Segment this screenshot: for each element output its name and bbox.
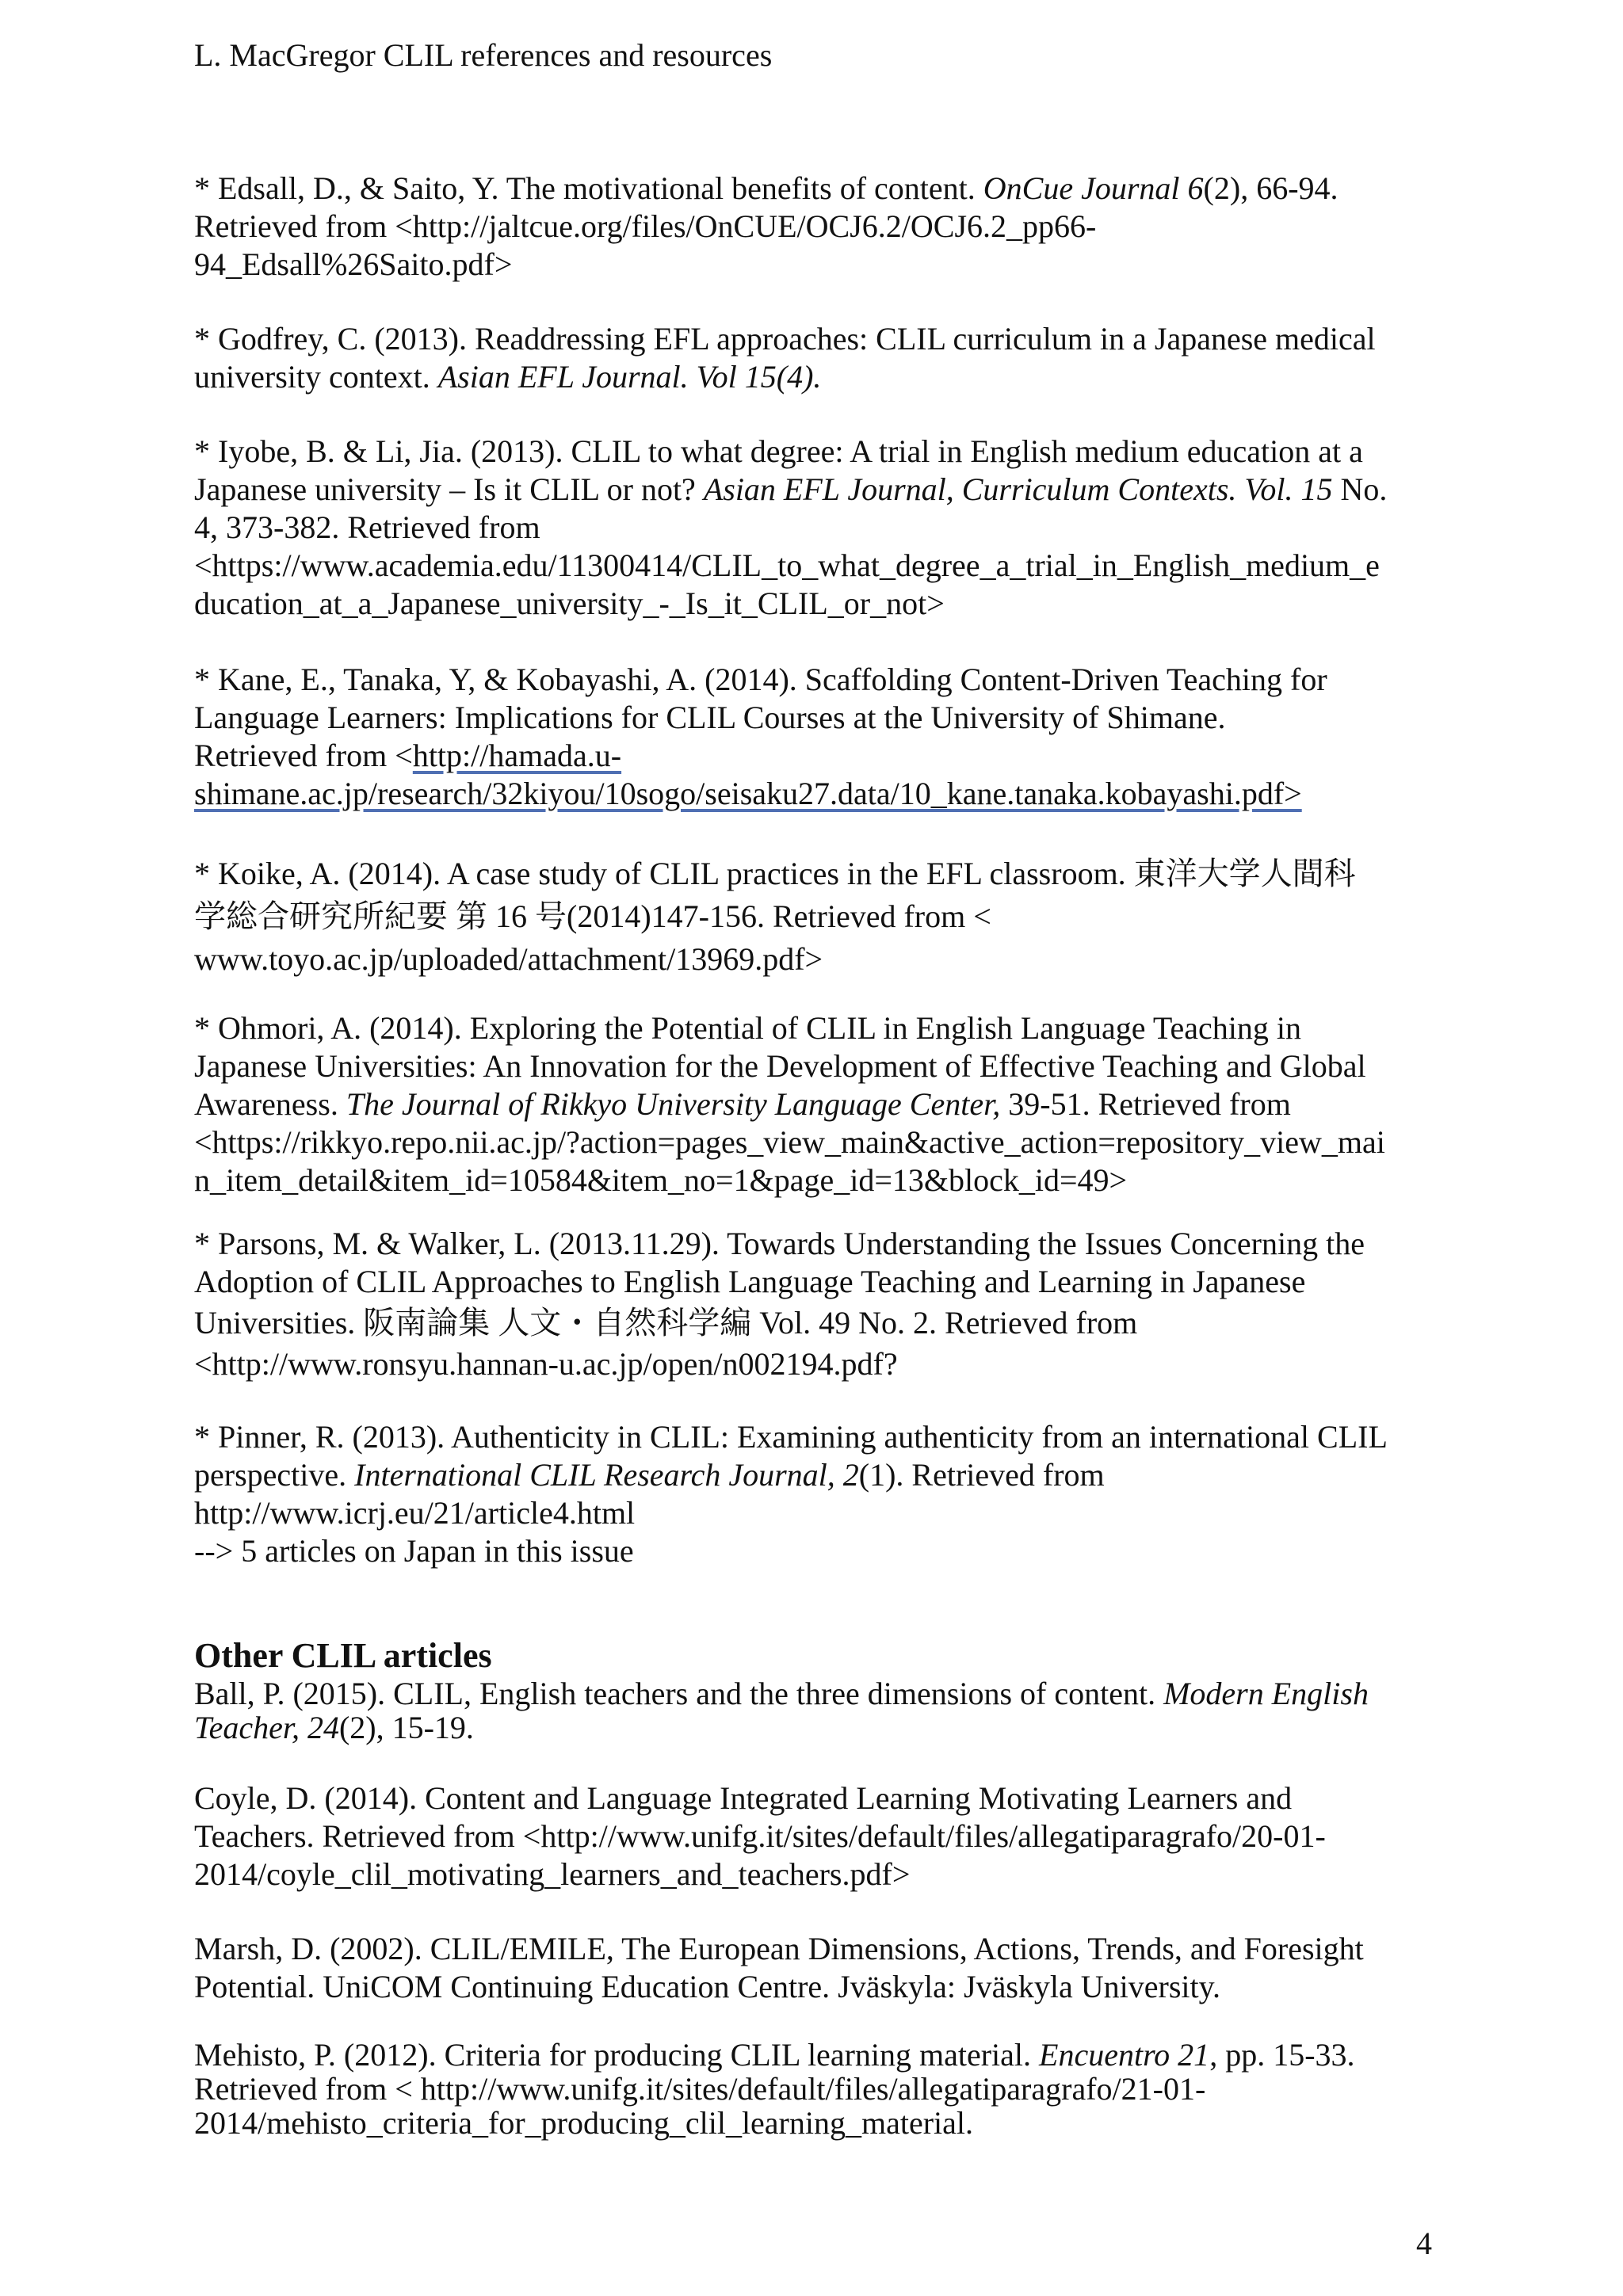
reference-parsons [194,1225,1462,1383]
reference-line: Retrieved from <http://hamada.u- [194,738,622,773]
reference-line: * Iyobe, B. & Li, Jia. (2013). CLIL to what degree: A trial in English medium education at a [194,433,1363,469]
reference-line: n_item_detail&item_id=10584&item_no=1&page_id=13&block_id=49> [194,1162,1128,1198]
reference-marsh [194,1930,1462,2006]
reference-ball [194,1676,1462,1745]
reference-line: 2014/mehisto_criteria_for_producing_clil_learning_material. [194,2105,974,2141]
reference-line: http://www.icrj.eu/21/article4.html [194,1495,636,1531]
reference-line: <http://www.ronsyu.hannan-u.ac.jp/open/n002194.pdf? [194,1346,898,1382]
reference-line: ducation_at_a_Japanese_university_-_Is_it_CLIL_or_not> [194,585,945,621]
reference-line: 4, 373-382. Retrieved from [194,509,540,545]
reference-mehisto [194,2038,1462,2140]
page-header: L. MacGregor CLIL references and resources [194,37,773,73]
reference-line: Japanese Universities: An Innovation for the Development of Effective Teaching and Global [194,1048,1366,1084]
reference-line: * Godfrey, C. (2013). Readdressing EFL approaches: CLIL curriculum in a Japanese medical [194,321,1376,357]
reference-line: Marsh, D. (2002). CLIL/EMILE, The European Dimensions, Actions, Trends, and Foresight [194,1931,1364,1966]
reference-line: <https://www.academia.edu/11300414/CLIL_to_what_degree_a_trial_in_English_medium_e [194,547,1380,583]
reference-line: 2014/coyle_clil_motivating_learners_and_teachers.pdf> [194,1856,911,1892]
reference-line: Japanese university – Is it CLIL or not? Asian EFL Journal, Curriculum Contexts. Vol. 15 No. [194,471,1388,507]
reference-line: --> 5 articles on Japan in this issue [194,1533,634,1569]
reference-line: * Kane, E., Tanaka, Y, & Kobayashi, A. (2014). Scaffolding Content-Driven Teaching for [194,662,1327,697]
reference-edsall [194,170,1462,284]
reference-iyobe [194,433,1462,623]
reference-line: Potential. UniCOM Continuing Education Centre. Jväskyla: Jväskyla University. [194,1969,1221,2004]
section-title-other-clil-articles: Other CLIL articles [194,1636,492,1675]
reference-line: * Pinner, R. (2013). Authenticity in CLIL: Examining authenticity from an international CLIL [194,1419,1388,1455]
reference-line: Language Learners: Implications for CLIL Courses at the University of Shimane. [194,700,1226,735]
reference-line: 94_Edsall%26Saito.pdf> [194,246,513,282]
page-number: 4 [1416,2225,1432,2261]
reference-coyle [194,1779,1462,1894]
reference-line: Retrieved from <http://jaltcue.org/files/OnCUE/OCJ6.2/OCJ6.2_pp66- [194,208,1097,244]
reference-line: Universities. 阪南論集 人文・自然科学編 Vol. 49 No. 2. Retrieved from [194,1305,1138,1341]
reference-godfrey [194,320,1462,396]
reference-line: Mehisto, P. (2012). Criteria for producing CLIL learning material. Encuentro 21, pp. 15-33. [194,2037,1355,2073]
reference-line: * Edsall, D., & Saito, Y. The motivational benefits of content. OnCue Journal 6(2), 66-94. [194,170,1338,206]
reference-line: www.toyo.ac.jp/uploaded/attachment/13969.pdf> [194,941,823,977]
reference-line: perspective. International CLIL Research Journal, 2(1). Retrieved from [194,1457,1105,1493]
reference-line: university context. Asian EFL Journal. Vol 15(4). [194,359,822,395]
reference-line: Teachers. Retrieved from <http://www.unifg.it/sites/default/files/allegatiparagrafo/20-01- [194,1818,1326,1854]
reference-pinner [194,1418,1462,1570]
reference-ohmori [194,1009,1462,1199]
reference-line: <https://rikkyo.repo.nii.ac.jp/?action=pages_view_main&active_action=repository_view_mai [194,1124,1385,1160]
reference-line: * Ohmori, A. (2014). Exploring the Potential of CLIL in English Language Teaching in [194,1010,1301,1046]
reference-line: Coyle, D. (2014). Content and Language Integrated Learning Motivating Learners and [194,1780,1293,1816]
kane-url-link[interactable]: http://hamada.u- [412,738,622,773]
reference-line: * Parsons, M. & Walker, L. (2013.11.29). Towards Understanding the Issues Concerning the [194,1226,1365,1261]
reference-line: Retrieved from < http://www.unifg.it/sites/default/files/allegatiparagrafo/21-01- [194,2071,1206,2107]
reference-koike [194,852,1462,981]
reference-line: 学総合研究所紀要 第 16 号(2014)147-156. Retrieved from < [194,898,991,934]
reference-line: Adoption of CLIL Approaches to English Language Teaching and Learning in Japanese [194,1264,1306,1299]
reference-line: Awareness. The Journal of Rikkyo University Language Center, 39-51. Retrieved from [194,1086,1291,1122]
reference-line: Teacher, 24(2), 15-19. [194,1710,474,1745]
reference-line: Ball, P. (2015). CLIL, English teachers and the three dimensions of content. Modern English [194,1676,1369,1711]
reference-kane [194,661,1462,813]
kane-url-link[interactable]: shimane.ac.jp/research/32kiyou/10sogo/seisaku27.data/10_kane.tanaka.kobayashi.pdf> [194,776,1302,811]
reference-line: * Koike, A. (2014). A case study of CLIL practices in the EFL classroom. 東洋大学人間科 [194,856,1356,891]
